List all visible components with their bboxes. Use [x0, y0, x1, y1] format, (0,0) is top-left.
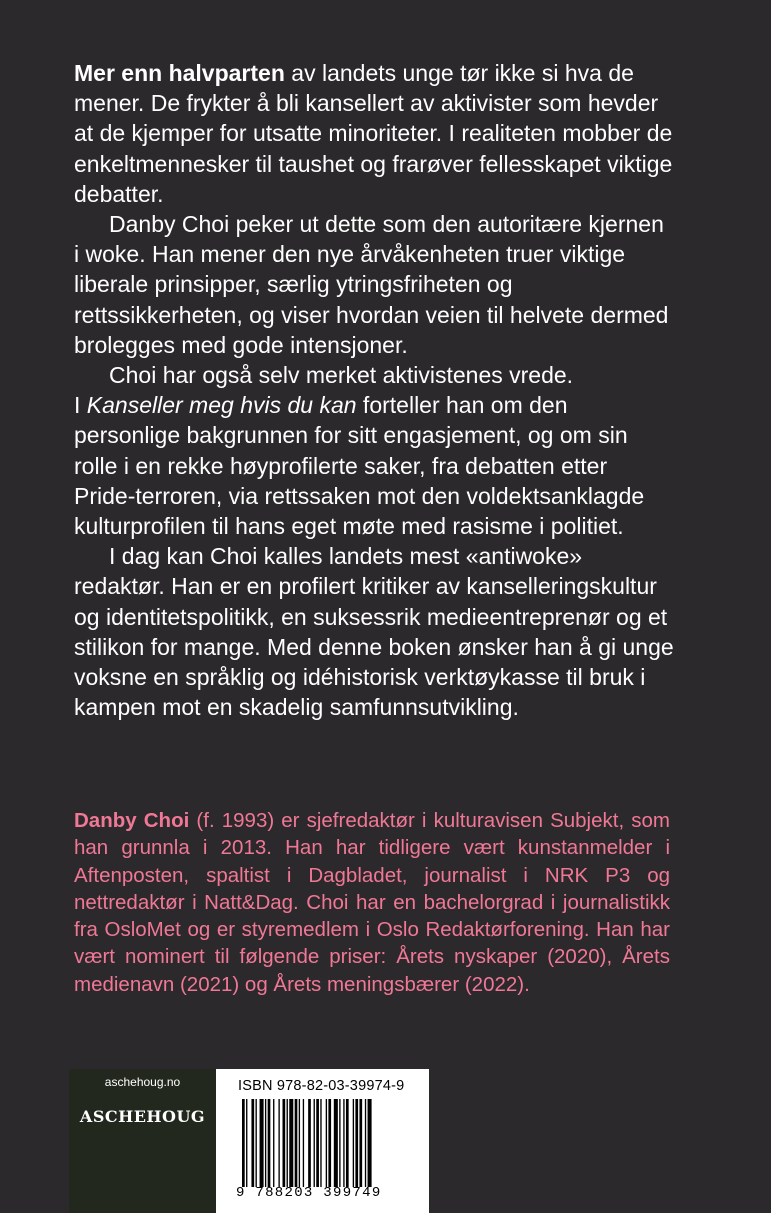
author-bio-text: (f. 1993) er sjefredaktør i kulturavisen Subjekt, som han grunnla i 2013. Han har tidligere vært kunstanmelder i Aftenposten, spaltist i Dagbladet, journalist i NRK P3 og nettredaktør i Natt&Dag. Choi har en bachelorgrad i journalistikk fra OsloMet og er styremedlem i Oslo Redaktørforening. Han har vært nominert til følgende priser: Årets nyskaper (2020), Årets medienavn (2021) og Årets meningsbærer (2022).	[74, 809, 670, 996]
blurb-p4-text: forteller han om den personlige bakgrunnen for sitt engasjement, og om sin rolle i en rekke høyprofilerte saker, fra debatten etter Pride-terroren, via rettssaken mot den voldektsanklagde kulturprofilen til hans eget møte med rasisme i politiet.	[74, 392, 645, 540]
blurb-p1-text: av landets unge tør ikke si hva de mener. De frykter å bli kansellert av aktivister som hevder at de kjemper for utsatte minoriteter. I realiteten mobber de enkeltmennesker til taushet og frarøver fellesskapet viktige debatter.	[74, 60, 673, 207]
blurb-paragraph-5: I dag kan Choi kalles landets mest «antiwoke» redaktør. Han er en profilert kritiker av kanselleringskultur og identitetspolitikk, en suksessrik medieentreprenør og et stilikon for mange. Med denne boken ønsker han å gi unge voksne en språklig og idéhistorisk verktøykasse til bruk i kampen mot en skadelig samfunnsutvikling.	[74, 543, 674, 721]
blurb-lead-bold: Mer enn halvparten	[74, 60, 285, 86]
publisher-box	[69, 1069, 216, 1213]
barcode-box	[216, 1069, 429, 1213]
back-cover-blurb	[74, 58, 674, 722]
author-bio	[74, 807, 670, 998]
blurb-paragraph-1	[74, 58, 674, 209]
isbn-label: ISBN 978-82-03-39974-9	[238, 1078, 405, 1094]
publisher-website: aschehoug.no	[104, 1075, 181, 1089]
author-name: Danby Choi	[74, 809, 190, 832]
blurb-paragraph-4	[74, 390, 674, 541]
blurb-paragraph-3: Choi har også selv merket aktivistenes vrede.	[109, 362, 574, 389]
barcode-icon	[242, 1099, 406, 1187]
barcode-digits: 9 788203 399749	[236, 1185, 382, 1201]
book-title: Kanseller meg hvis du kan	[86, 392, 357, 419]
publisher-logo: ASCHEHOUG	[79, 1107, 206, 1126]
blurb-paragraph-2: Danby Choi peker ut dette som den autoritære kjernen i woke. Han mener den nye årvåkenheten truer viktige liberale prinsipper, særlig ytringsfriheten og rettssikkerheten, og viser hvordan veien til helvete dermed brolegges med gode intensjoner.	[74, 211, 669, 358]
blurb-p4-prefix: I	[74, 392, 87, 419]
